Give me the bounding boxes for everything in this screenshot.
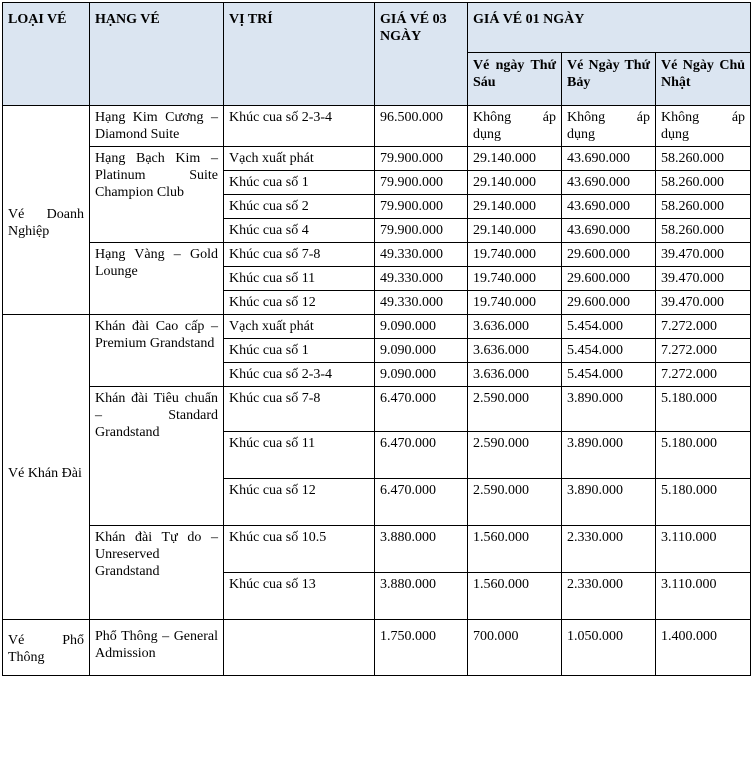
cell-thu-bay: 43.690.000 bbox=[562, 147, 656, 171]
cell-vi-tri: Khúc cua số 7-8 bbox=[224, 387, 375, 432]
cell-thu-bay: 5.454.000 bbox=[562, 339, 656, 363]
cell-vi-tri: Khúc cua số 11 bbox=[224, 432, 375, 479]
cell-gia-3: 6.470.000 bbox=[375, 479, 468, 526]
cell-gia-3: 3.880.000 bbox=[375, 526, 468, 573]
cell-thu-bay: 1.050.000 bbox=[562, 620, 656, 676]
cell-thu-sau: 2.590.000 bbox=[468, 432, 562, 479]
cell-vi-tri: Khúc cua số 4 bbox=[224, 219, 375, 243]
cell-vi-tri: Khúc cua số 13 bbox=[224, 573, 375, 620]
cell-thu-sau: 2.590.000 bbox=[468, 387, 562, 432]
header-row bbox=[3, 3, 751, 53]
header-chu-nhat: Vé Ngày Chủ Nhật bbox=[656, 53, 751, 106]
group-pho-thong: Vé Phổ Thông bbox=[3, 620, 90, 676]
table-row bbox=[3, 315, 751, 339]
cell-vi-tri: Khúc cua số 2 bbox=[224, 195, 375, 219]
cell-thu-bay: 3.890.000 bbox=[562, 432, 656, 479]
cell-chu-nhat: 58.260.000 bbox=[656, 195, 751, 219]
cell-thu-sau: 29.140.000 bbox=[468, 195, 562, 219]
cell-thu-sau: 19.740.000 bbox=[468, 291, 562, 315]
header-vi-tri: VỊ TRÍ bbox=[224, 3, 375, 106]
cell-thu-sau: 19.740.000 bbox=[468, 267, 562, 291]
tier-bach-kim: Hạng Bạch Kim – Platinum Suite Champion Club bbox=[90, 147, 224, 243]
cell-gia-3: 96.500.000 bbox=[375, 106, 468, 147]
cell-vi-tri: Khúc cua số 10.5 bbox=[224, 526, 375, 573]
tier-cao-cap: Khán đài Cao cấp – Premium Grandstand bbox=[90, 315, 224, 387]
cell-gia-3: 49.330.000 bbox=[375, 291, 468, 315]
cell-thu-bay: 3.890.000 bbox=[562, 479, 656, 526]
cell-thu-sau: 700.000 bbox=[468, 620, 562, 676]
cell-chu-nhat: 5.180.000 bbox=[656, 387, 751, 432]
header-thu-sau: Vé ngày Thứ Sáu bbox=[468, 53, 562, 106]
cell-chu-nhat: 7.272.000 bbox=[656, 363, 751, 387]
cell-thu-sau: 29.140.000 bbox=[468, 171, 562, 195]
cell-gia-3: 79.900.000 bbox=[375, 171, 468, 195]
cell-thu-bay: 43.690.000 bbox=[562, 195, 656, 219]
cell-vi-tri: Khúc cua số 2-3-4 bbox=[224, 363, 375, 387]
tier-tu-do: Khán đài Tự do – Unreserved Grandstand bbox=[90, 526, 224, 620]
cell-chu-nhat: 39.470.000 bbox=[656, 291, 751, 315]
cell-thu-sau: 29.140.000 bbox=[468, 147, 562, 171]
cell-chu-nhat: 39.470.000 bbox=[656, 243, 751, 267]
cell-gia-3: 3.880.000 bbox=[375, 573, 468, 620]
group-khan-dai: Vé Khán Đài bbox=[3, 315, 90, 620]
tier-tieu-chuan: Khán đài Tiêu chuẩn – Standard Grandstand bbox=[90, 387, 224, 526]
cell-chu-nhat: 58.260.000 bbox=[656, 171, 751, 195]
table-row bbox=[3, 147, 751, 171]
cell-thu-sau: 3.636.000 bbox=[468, 363, 562, 387]
cell-thu-bay: 29.600.000 bbox=[562, 267, 656, 291]
cell-thu-bay: 29.600.000 bbox=[562, 243, 656, 267]
tier-pho-thong: Phổ Thông – General Admission bbox=[90, 620, 224, 676]
header-loai-ve: LOẠI VÉ bbox=[3, 3, 90, 106]
cell-thu-bay: 2.330.000 bbox=[562, 526, 656, 573]
cell-chu-nhat: 39.470.000 bbox=[656, 267, 751, 291]
cell-chu-nhat: 58.260.000 bbox=[656, 219, 751, 243]
cell-vi-tri: Khúc cua số 2-3-4 bbox=[224, 106, 375, 147]
cell-vi-tri: Khúc cua số 11 bbox=[224, 267, 375, 291]
header-hang-ve: HẠNG VÉ bbox=[90, 3, 224, 106]
cell-gia-3: 79.900.000 bbox=[375, 147, 468, 171]
cell-vi-tri: Khúc cua số 1 bbox=[224, 339, 375, 363]
cell-vi-tri: Khúc cua số 12 bbox=[224, 291, 375, 315]
cell-thu-sau: Không áp dụng bbox=[468, 106, 562, 147]
cell-vi-tri: Khúc cua số 7-8 bbox=[224, 243, 375, 267]
table-row bbox=[3, 620, 751, 676]
header-gia-1-ngay: GIÁ VÉ 01 NGÀY bbox=[468, 3, 751, 53]
cell-thu-sau: 1.560.000 bbox=[468, 573, 562, 620]
cell-vi-tri: Vạch xuất phát bbox=[224, 147, 375, 171]
cell-gia-3: 9.090.000 bbox=[375, 363, 468, 387]
cell-thu-bay: 5.454.000 bbox=[562, 315, 656, 339]
cell-chu-nhat: 7.272.000 bbox=[656, 339, 751, 363]
cell-chu-nhat: 3.110.000 bbox=[656, 526, 751, 573]
cell-gia-3: 1.750.000 bbox=[375, 620, 468, 676]
cell-gia-3: 9.090.000 bbox=[375, 315, 468, 339]
cell-thu-sau: 3.636.000 bbox=[468, 315, 562, 339]
ticket-price-table bbox=[2, 2, 751, 676]
cell-gia-3: 79.900.000 bbox=[375, 219, 468, 243]
table-row bbox=[3, 526, 751, 573]
cell-vi-tri: Vạch xuất phát bbox=[224, 315, 375, 339]
header-gia-3-ngay: GIÁ VÉ 03 NGÀY bbox=[375, 3, 468, 106]
cell-gia-3: 49.330.000 bbox=[375, 243, 468, 267]
cell-thu-sau: 1.560.000 bbox=[468, 526, 562, 573]
tier-vang: Hạng Vàng – Gold Lounge bbox=[90, 243, 224, 315]
cell-thu-sau: 29.140.000 bbox=[468, 219, 562, 243]
cell-thu-bay: 43.690.000 bbox=[562, 171, 656, 195]
cell-chu-nhat: 5.180.000 bbox=[656, 432, 751, 479]
cell-chu-nhat: 1.400.000 bbox=[656, 620, 751, 676]
cell-thu-bay: 3.890.000 bbox=[562, 387, 656, 432]
cell-thu-bay: Không áp dụng bbox=[562, 106, 656, 147]
cell-vi-tri: Khúc cua số 12 bbox=[224, 479, 375, 526]
cell-thu-sau: 19.740.000 bbox=[468, 243, 562, 267]
cell-thu-sau: 3.636.000 bbox=[468, 339, 562, 363]
cell-gia-3: 6.470.000 bbox=[375, 387, 468, 432]
cell-gia-3: 79.900.000 bbox=[375, 195, 468, 219]
cell-thu-bay: 43.690.000 bbox=[562, 219, 656, 243]
cell-gia-3: 9.090.000 bbox=[375, 339, 468, 363]
table-row bbox=[3, 387, 751, 432]
cell-vi-tri bbox=[224, 620, 375, 676]
cell-thu-bay: 29.600.000 bbox=[562, 291, 656, 315]
cell-chu-nhat: 5.180.000 bbox=[656, 479, 751, 526]
group-doanh-nghiep: Vé Doanh Nghiệp bbox=[3, 106, 90, 315]
table-row bbox=[3, 106, 751, 147]
cell-chu-nhat: Không áp dụng bbox=[656, 106, 751, 147]
cell-gia-3: 6.470.000 bbox=[375, 432, 468, 479]
table-row bbox=[3, 243, 751, 267]
cell-chu-nhat: 58.260.000 bbox=[656, 147, 751, 171]
cell-vi-tri: Khúc cua số 1 bbox=[224, 171, 375, 195]
cell-gia-3: 49.330.000 bbox=[375, 267, 468, 291]
tier-kim-cuong: Hạng Kim Cương – Diamond Suite bbox=[90, 106, 224, 147]
header-thu-bay: Vé Ngày Thứ Bảy bbox=[562, 53, 656, 106]
cell-chu-nhat: 7.272.000 bbox=[656, 315, 751, 339]
cell-thu-bay: 5.454.000 bbox=[562, 363, 656, 387]
cell-thu-bay: 2.330.000 bbox=[562, 573, 656, 620]
cell-thu-sau: 2.590.000 bbox=[468, 479, 562, 526]
cell-chu-nhat: 3.110.000 bbox=[656, 573, 751, 620]
